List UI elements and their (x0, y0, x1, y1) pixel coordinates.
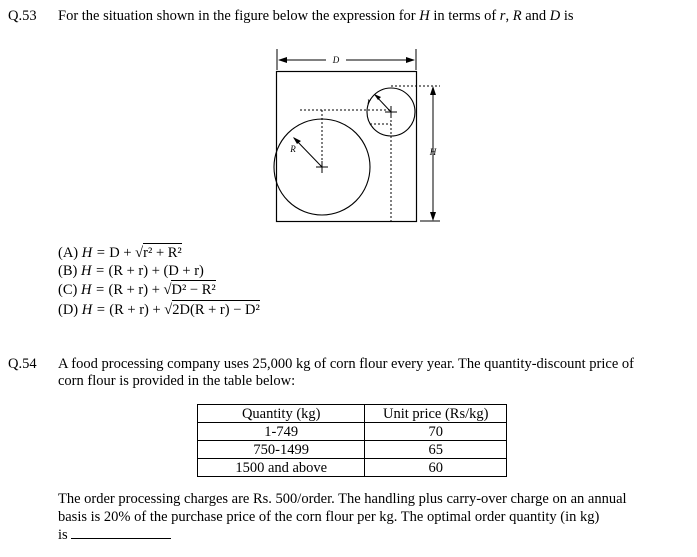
question-54-line2: corn flour is provided in the table below: (58, 373, 296, 389)
label-r: r (367, 96, 371, 106)
header-quantity: Quantity (kg) (198, 405, 365, 423)
label-h: H (429, 147, 437, 157)
cell-quantity: 1-749 (198, 423, 365, 441)
table-row (198, 459, 507, 477)
option-b: (B) H = (R + r) + (D + r) (58, 263, 204, 279)
label-d: D (332, 55, 340, 65)
cell-quantity: 1500 and above (198, 459, 365, 477)
question-number-54: Q.54 (8, 356, 37, 372)
h-arrow-top (430, 86, 436, 95)
table-row (198, 441, 507, 459)
question-54-para-line3: is (58, 526, 171, 544)
question-number-53: Q.53 (8, 8, 37, 24)
option-a: (A) H = D + √r² + R² (58, 245, 182, 261)
question-54-para-line1: The order processing charges are Rs. 500/order. The handling plus carry-over charge on an annual (58, 491, 627, 507)
cell-price: 70 (365, 423, 507, 441)
table-header-row (198, 405, 507, 423)
question-53-text: For the situation shown in the figure below the expression for H in terms of r, R and D is (58, 8, 574, 24)
table-row (198, 423, 507, 441)
geometry-figure (260, 44, 450, 234)
container-box (277, 72, 417, 222)
label-R: R (290, 144, 296, 154)
d-arrow-left (278, 57, 287, 63)
option-c: (C) H = (R + r) + √D² − R² (58, 282, 216, 298)
cell-quantity: 750-1499 (198, 441, 365, 459)
question-54-line1: A food processing company uses 25,000 kg of corn flour every year. The quantity-discount price of (58, 356, 634, 372)
h-arrow-bottom (430, 212, 436, 221)
header-unit-price: Unit price (Rs/kg) (365, 405, 507, 423)
cell-price: 60 (365, 459, 507, 477)
d-arrow-right (406, 57, 415, 63)
radius-r-arrow (374, 94, 381, 100)
question-54-para-line2: basis is 20% of the purchase price of the corn flour per kg. The optimal order quantity (in kg) (58, 509, 600, 525)
price-table (197, 404, 507, 477)
answer-blank[interactable] (71, 526, 171, 539)
radius-R-arrow (293, 137, 301, 144)
option-d: (D) H = (R + r) + √2D(R + r) − D² (58, 302, 260, 318)
cell-price: 65 (365, 441, 507, 459)
